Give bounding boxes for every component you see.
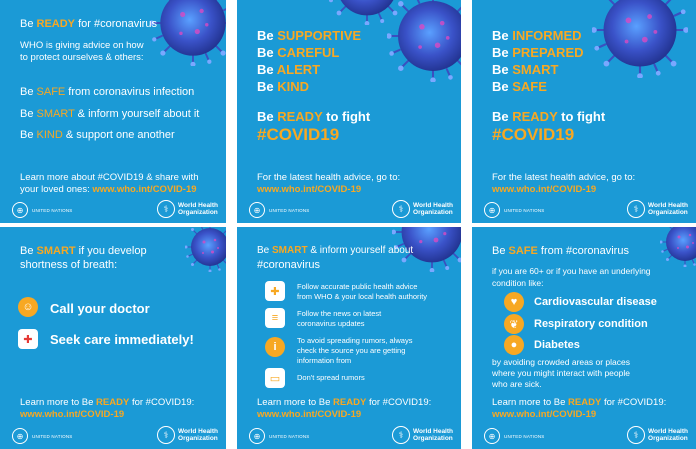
hospital-icon: ✚ [265, 281, 285, 301]
advice-text: For the latest health advice, go to: www.who.int/COVID-19 [492, 172, 636, 195]
lungs-icon: ❦ [504, 314, 524, 334]
un-logo: ⊕ UNITED NATIONS [249, 202, 309, 218]
who-link[interactable]: www.who.int/COVID-19 [257, 184, 362, 195]
seek-care-text: Seek care immediately! [50, 332, 194, 347]
condition-intro: if you are 60+ or if you have an underlying condition like: [492, 266, 651, 288]
un-logo: ⊕ UNITED NATIONS [484, 428, 544, 444]
footer-logos [237, 424, 461, 444]
news-icon: ≡ [265, 308, 285, 328]
panel-title: Be READY for #coronavirus [20, 18, 157, 30]
chat-icon: ▭ [265, 368, 285, 388]
who-logo: ⚕ World Health Organization [392, 426, 453, 444]
who-emblem-icon: ⚕ [157, 200, 175, 218]
info-icon: i [265, 337, 285, 357]
who-link[interactable]: www.who.int/COVID-19 [492, 184, 597, 195]
hashtag: #COVID19 [257, 125, 340, 144]
virus-icon [150, 0, 226, 66]
panel-title: Be SAFE from #coronavirus [492, 245, 629, 257]
tip-check-source: To avoid spreading rumors, always check the source you are getting information from [297, 336, 413, 365]
who-logo: ⚕ World Health Organization [392, 200, 453, 218]
diabetes-icon: ● [504, 335, 524, 355]
be-list: Be INFORMED Be PREPARED Be SMART Be SAFE [492, 28, 584, 94]
be-smart-line: Be SMART & inform yourself about it [20, 108, 200, 120]
ambulance-icon: ✚ [18, 329, 38, 349]
virus-icon [660, 227, 696, 267]
learn-more-text: Learn more to Be READY for #COVID19: www.who.int/COVID-19 [492, 397, 667, 420]
footer-logos [472, 424, 696, 444]
un-emblem-icon: ⊕ [12, 202, 28, 218]
tip-accurate-advice: Follow accurate public health advice from WHO & your local health authority [297, 282, 428, 301]
panel-title: Be SMART if you develop shortness of breath: [20, 245, 147, 271]
learn-more-text: Learn more about #COVID19 & share with your loved ones: www.who.int/COVID-19 [20, 172, 199, 195]
learn-more-text: Learn more to Be READY for #COVID19: www.who.int/COVID-19 [257, 397, 432, 420]
virus-icon [387, 0, 461, 82]
fight-line: Be READY to fight [257, 109, 371, 124]
footer-logos [0, 424, 226, 444]
advice-text: WHO is giving advice on how to protect ourselves & others: [20, 40, 144, 63]
who-link[interactable]: www.who.int/COVID-19 [257, 409, 362, 420]
who-link[interactable]: www.who.int/COVID-19 [92, 184, 197, 195]
be-kind-line: Be KIND & support one another [20, 129, 175, 141]
un-emblem-icon: ⊕ [249, 428, 265, 444]
panel-shortness-of-breath [0, 227, 226, 449]
panel-be-informed [472, 0, 696, 223]
un-logo: ⊕ UNITED NATIONS [484, 202, 544, 218]
un-emblem-icon: ⊕ [484, 428, 500, 444]
fight-line: Be READY to fight [492, 109, 606, 124]
hashtag: #COVID19 [492, 125, 575, 144]
footer-logos [472, 198, 696, 218]
learn-more-text: Learn more to Be READY for #COVID19: www.who.int/COVID-19 [20, 397, 195, 420]
un-emblem-icon: ⊕ [249, 202, 265, 218]
who-emblem-icon: ⚕ [392, 426, 410, 444]
un-logo: ⊕ UNITED NATIONS [249, 428, 309, 444]
panel-be-ready [0, 0, 226, 223]
footer-logos [0, 198, 226, 218]
cond-cardiovascular: Cardiovascular disease [534, 296, 657, 308]
who-emblem-icon: ⚕ [627, 426, 645, 444]
panel-be-smart-inform [237, 227, 461, 449]
un-logo: ⊕ UNITED NATIONS [12, 202, 72, 218]
who-link[interactable]: www.who.int/COVID-19 [492, 409, 597, 420]
who-logo: ⚕ World Health Organization [627, 200, 688, 218]
cond-respiratory: Respiratory condition [534, 318, 648, 330]
panel-be-safe-60plus [472, 227, 696, 449]
who-logo: ⚕ World Health Organization [157, 426, 218, 444]
who-emblem-icon: ⚕ [157, 426, 175, 444]
who-logo: ⚕ World Health Organization [627, 426, 688, 444]
cond-diabetes: Diabetes [534, 339, 580, 351]
advice-text: For the latest health advice, go to: www.who.int/COVID-19 [257, 172, 401, 195]
tip-follow-news: Follow the news on latest coronavirus updates [297, 309, 382, 328]
avoid-text: by avoiding crowded areas or places where you might interact with people who are sick. [492, 357, 630, 389]
who-link[interactable]: www.who.int/COVID-19 [20, 409, 125, 420]
panel-be-supportive [237, 0, 461, 223]
who-logo: ⚕ World Health Organization [157, 200, 218, 218]
un-emblem-icon: ⊕ [12, 428, 28, 444]
doctor-icon: ☺ [18, 297, 38, 317]
who-emblem-icon: ⚕ [392, 200, 410, 218]
tip-dont-spread: Don't spread rumors [297, 373, 365, 382]
panel-title: Be SMART & inform yourself about #coronavirus [257, 245, 414, 271]
who-emblem-icon: ⚕ [627, 200, 645, 218]
be-list: Be SUPPORTIVE Be CAREFUL Be ALERT Be KIND [257, 28, 362, 94]
be-safe-line: Be SAFE from coronavirus infection [20, 86, 195, 98]
virus-icon [185, 227, 226, 272]
un-emblem-icon: ⊕ [484, 202, 500, 218]
footer-logos [237, 198, 461, 218]
heart-icon: ♥ [504, 292, 524, 312]
call-doctor-text: Call your doctor [50, 301, 150, 316]
virus-icon [592, 0, 688, 78]
un-logo: ⊕ UNITED NATIONS [12, 428, 72, 444]
